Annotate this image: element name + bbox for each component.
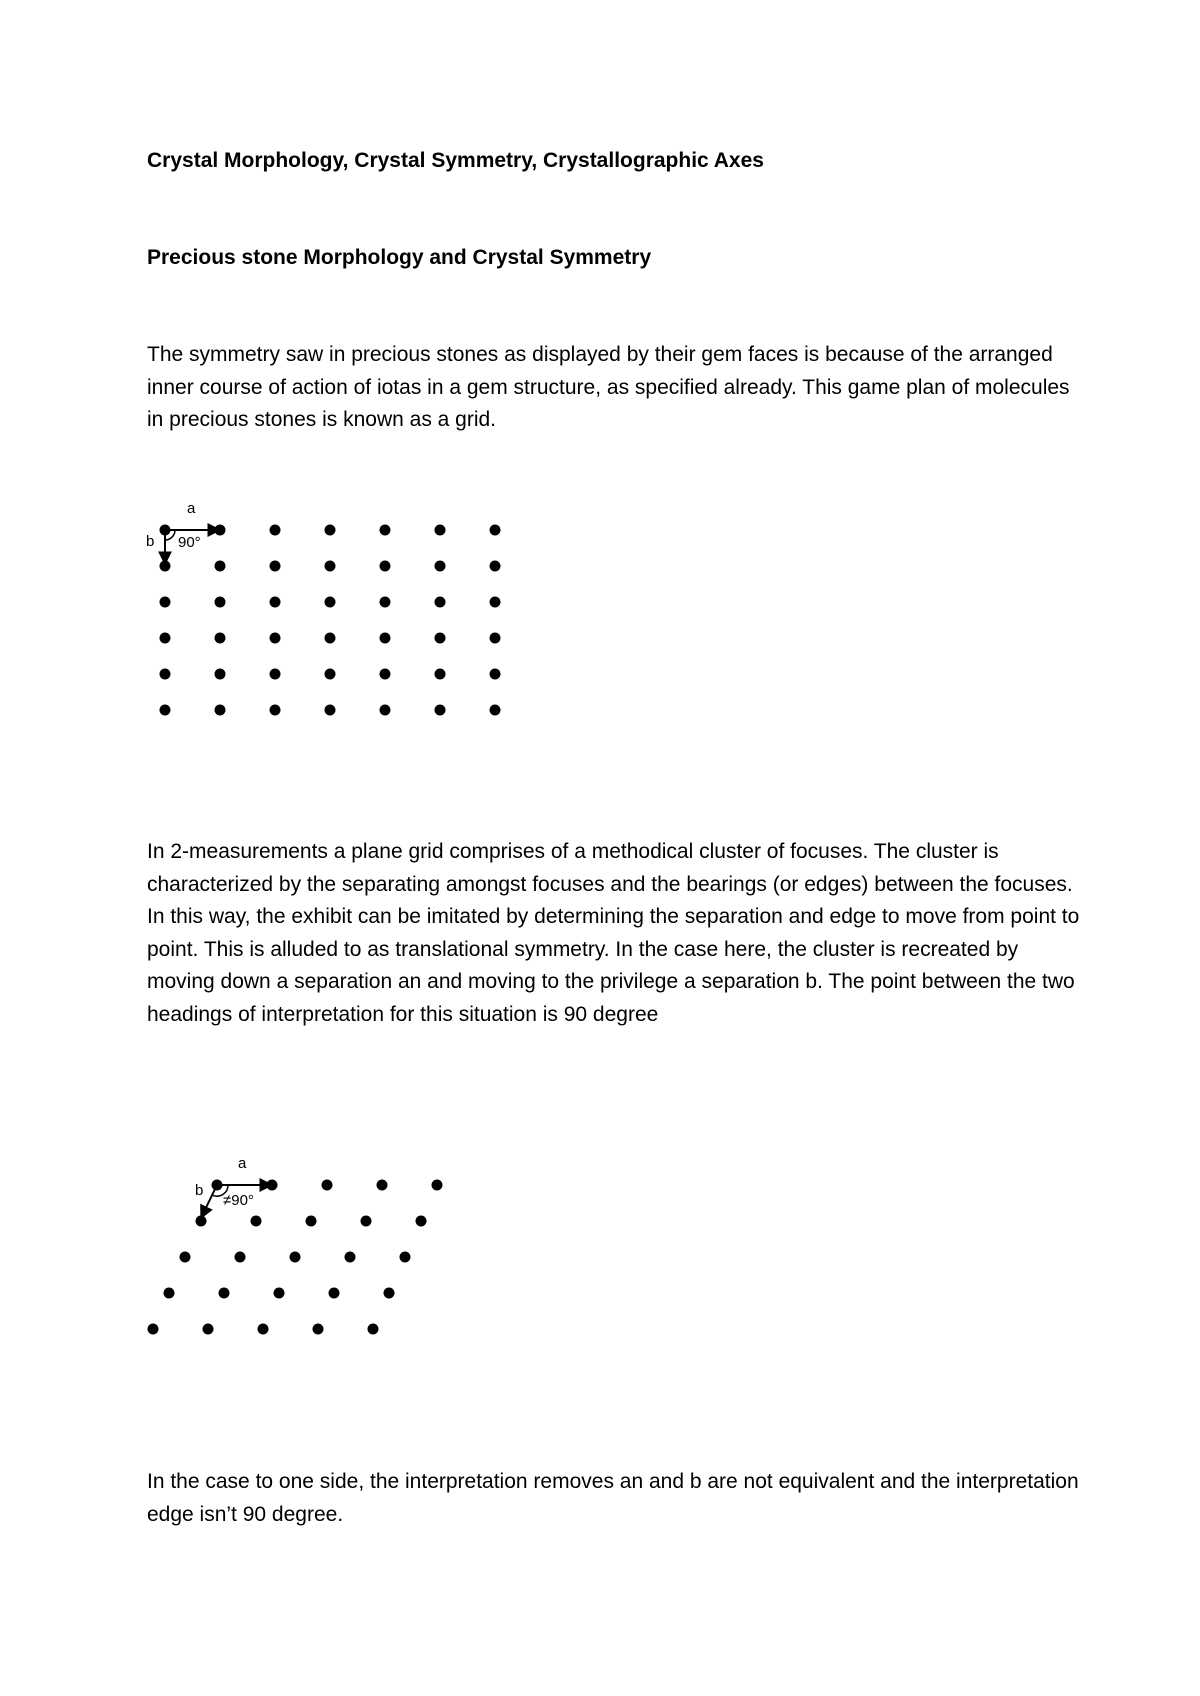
lattice-point xyxy=(160,669,171,680)
lattice-point xyxy=(160,597,171,608)
lattice-point xyxy=(325,633,336,644)
paragraph-translational-symmetry: In 2-measurements a plane grid comprises of a methodical cluster of focuses. The cluster is characterized by the separating amongst focuses and the bearings (or edges) between the focuses. In this way, the exhibit can be imitated by determining the separation and edge to move from point to point. This is alluded to as translational symmetry. In the case here, the cluster is recreated by moving down a separation an and moving to the privilege a separation b. The point between the two headings of interpretation for this situation is 90 degree xyxy=(147,840,1080,1026)
lattice-point xyxy=(270,597,281,608)
paragraph-oblique-case: In the case to one side, the interpretation removes an and b are not equivalent and the interpretation edge isn’t 90 degree. xyxy=(147,1470,1079,1526)
lattice-point xyxy=(219,1288,230,1299)
lattice-point xyxy=(325,561,336,572)
lattice-point xyxy=(435,705,446,716)
label-a: a xyxy=(238,1155,247,1172)
lattice-point xyxy=(435,669,446,680)
lattice-point xyxy=(384,1288,395,1299)
lattice-point xyxy=(325,705,336,716)
lattice-point xyxy=(322,1180,333,1191)
angle-label: ≠90° xyxy=(223,1192,254,1209)
lattice-point xyxy=(380,633,391,644)
lattice-point xyxy=(270,669,281,680)
lattice-point xyxy=(380,705,391,716)
lattice-point xyxy=(215,633,226,644)
lattice-point xyxy=(325,525,336,536)
lattice-point xyxy=(270,633,281,644)
label-b: b xyxy=(195,1182,204,1199)
lattice-point xyxy=(215,561,226,572)
lattice-point xyxy=(490,525,501,536)
paragraph-lattice-intro: The symmetry saw in precious stones as displayed by their gem faces is because of the arranged inner course of action of iotas in a gem structure, as specified already. This game plan of molecules in precious stones is known as a grid. xyxy=(147,343,1070,431)
lattice-point xyxy=(325,597,336,608)
lattice-point xyxy=(380,525,391,536)
lattice-point xyxy=(377,1180,388,1191)
lattice-point xyxy=(345,1252,356,1263)
lattice-point xyxy=(290,1252,301,1263)
vector-b-arrow xyxy=(201,1185,217,1218)
lattice-point xyxy=(325,669,336,680)
lattice-point xyxy=(380,597,391,608)
lattice-point xyxy=(416,1216,427,1227)
lattice-point xyxy=(160,633,171,644)
lattice-point xyxy=(270,705,281,716)
lattice-point xyxy=(329,1288,340,1299)
lattice-point xyxy=(306,1216,317,1227)
lattice-point xyxy=(270,525,281,536)
lattice-point xyxy=(435,525,446,536)
angle-label: 90° xyxy=(178,534,201,551)
lattice-point xyxy=(432,1180,443,1191)
lattice-point xyxy=(380,561,391,572)
lattice-point xyxy=(258,1324,269,1335)
square-lattice-diagram xyxy=(140,490,520,730)
oblique-lattice-figure xyxy=(135,1150,475,1350)
lattice-point xyxy=(490,633,501,644)
lattice-point xyxy=(203,1324,214,1335)
lattice-point xyxy=(215,597,226,608)
lattice-point xyxy=(274,1288,285,1299)
lattice-point xyxy=(490,597,501,608)
lattice-point xyxy=(490,561,501,572)
lattice-point xyxy=(270,561,281,572)
lattice-point xyxy=(235,1252,246,1263)
lattice-point xyxy=(361,1216,372,1227)
lattice-point xyxy=(180,1252,191,1263)
lattice-point xyxy=(164,1288,175,1299)
square-lattice-figure xyxy=(140,490,520,730)
lattice-point xyxy=(215,669,226,680)
lattice-point xyxy=(435,597,446,608)
section-heading: Precious stone Morphology and Crystal Symmetry xyxy=(147,246,652,269)
lattice-point xyxy=(435,633,446,644)
label-a: a xyxy=(187,500,196,517)
lattice-point xyxy=(368,1324,379,1335)
lattice-point xyxy=(313,1324,324,1335)
lattice-points xyxy=(160,525,501,716)
lattice-point xyxy=(380,669,391,680)
lattice-points xyxy=(148,1180,443,1335)
lattice-point xyxy=(490,669,501,680)
oblique-lattice-diagram xyxy=(135,1150,475,1350)
lattice-point xyxy=(160,705,171,716)
document-title: Crystal Morphology, Crystal Symmetry, Crystallographic Axes xyxy=(147,149,764,172)
lattice-point xyxy=(148,1324,159,1335)
lattice-point xyxy=(251,1216,262,1227)
lattice-point xyxy=(400,1252,411,1263)
lattice-point xyxy=(215,705,226,716)
lattice-point xyxy=(490,705,501,716)
lattice-point xyxy=(435,561,446,572)
label-b: b xyxy=(146,533,155,550)
